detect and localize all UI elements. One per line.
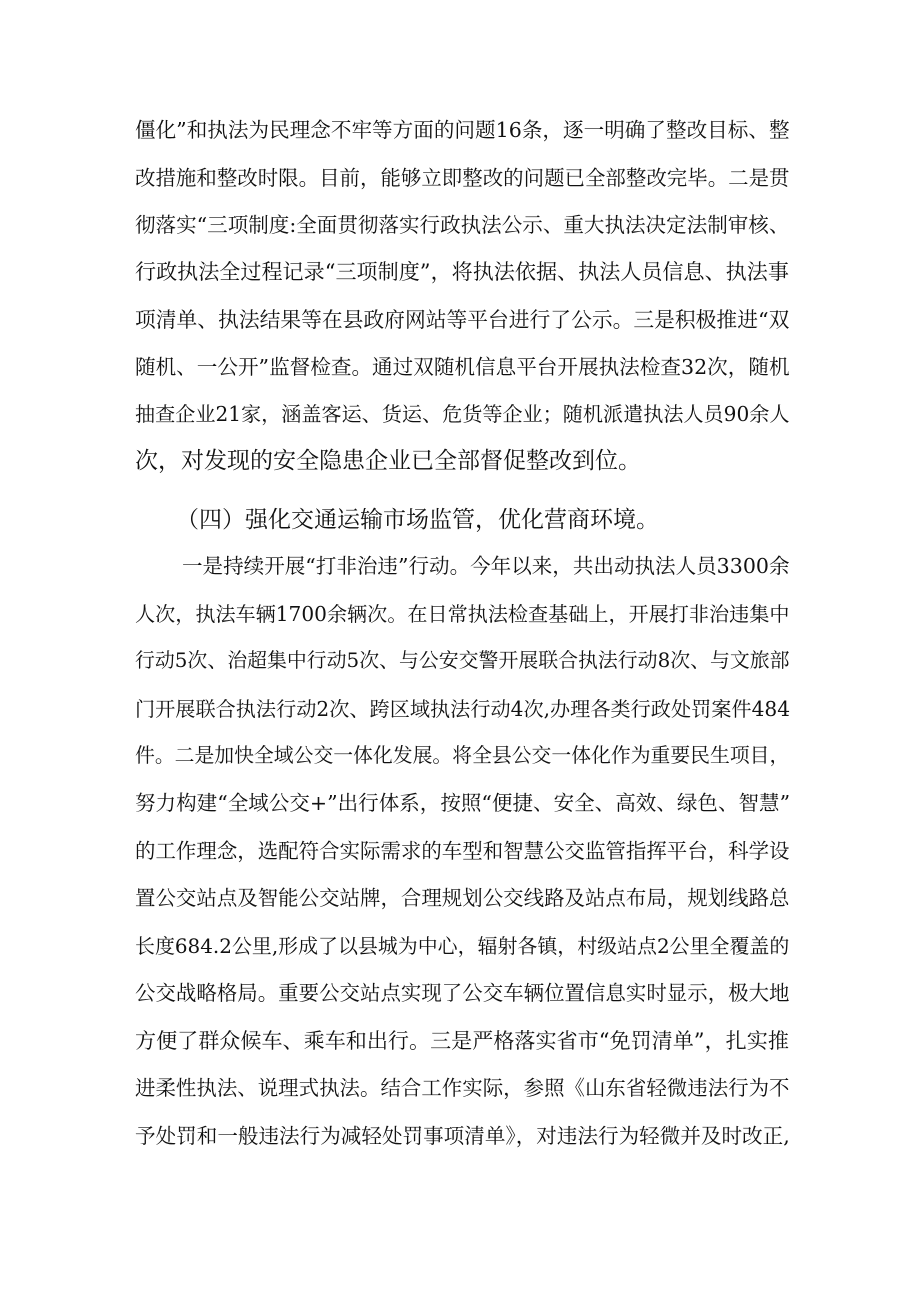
text-line: 进柔性执法、说理式执法。结合工作实际，参照《山东省轻微违法行为不	[135, 1076, 790, 1100]
text-line: 努力构建“全域公交+”出行体系，按照“便捷、安全、高效、绿色、智慧”	[135, 791, 791, 815]
text-line: 人次，执法车辆1700余辆次。在日常执法检查基础上，开展打非治违集中	[135, 602, 790, 626]
text-line: 彻落实“三项制度:全面贯彻落实行政执法公示、重大执法决定法制审核、	[135, 213, 790, 237]
text-line: 僵化”和执法为民理念不牢等方面的问题16条，逐一明确了整改目标、整	[135, 118, 790, 142]
text-line: 改措施和整改时限。目前，能够立即整改的问题已全部整改完毕。二是贯	[135, 166, 790, 190]
text-line: 抽查企业21家，涵盖客运、货运、危货等企业；随机派遣执法人员90余人	[135, 402, 790, 426]
text-line: 置公交站点及智能公交站牌，合理规划公交线路及站点布局，规划线路总	[135, 886, 790, 910]
text-line: 的工作理念，选配符合实际需求的车型和智慧公交监管指挥平台，科学设	[135, 839, 790, 863]
text-line: 随机、一公开”监督检查。通过双随机信息平台开展执法检查32次，随机	[135, 355, 790, 379]
text-line: 项清单、执法结果等在县政府网站等平台进行了公示。三是积极推进“双	[135, 308, 790, 332]
text-line: 长度684.2公里,形成了以县城为中心，辐射各镇，村级站点2公里全覆盖的	[135, 934, 790, 958]
section-heading: （四）强化交通运输市场监管，优化营商环境。	[176, 507, 659, 533]
text-line: 次，对发现的安全隐患企业已全部督促整改到位。	[135, 448, 641, 474]
text-line: 门开展联合执法行动2次、跨区域执法行动4次,办理各类行政处罚案件484	[135, 697, 791, 721]
paragraph-first-line: 一是持续开展“打非治违”行动。今年以来，共出动执法人员3300余	[182, 554, 790, 578]
text-line: 行动5次、治超集中行动5次、与公安交警开展联合执法行动8次、与文旅部	[135, 649, 790, 672]
text-line: 件。二是加快全域公交一体化发展。将全县公交一体化作为重要民生项目，	[135, 744, 790, 767]
text-line: 方便了群众候车、乘车和出行。三是严格落实省市“免罚清单”，扎实推	[135, 1028, 789, 1053]
text-line: 公交战略格局。重要公交站点实现了公交车辆位置信息实时显示，极大地	[135, 981, 790, 1005]
text-line: 予处罚和一般违法行为减轻处罚事项清单》，对违法行为轻微并及时改正,	[135, 1124, 790, 1148]
text-line: 行政执法全过程记录“三项制度”，将执法依据、执法人员信息、执法事	[135, 259, 789, 284]
